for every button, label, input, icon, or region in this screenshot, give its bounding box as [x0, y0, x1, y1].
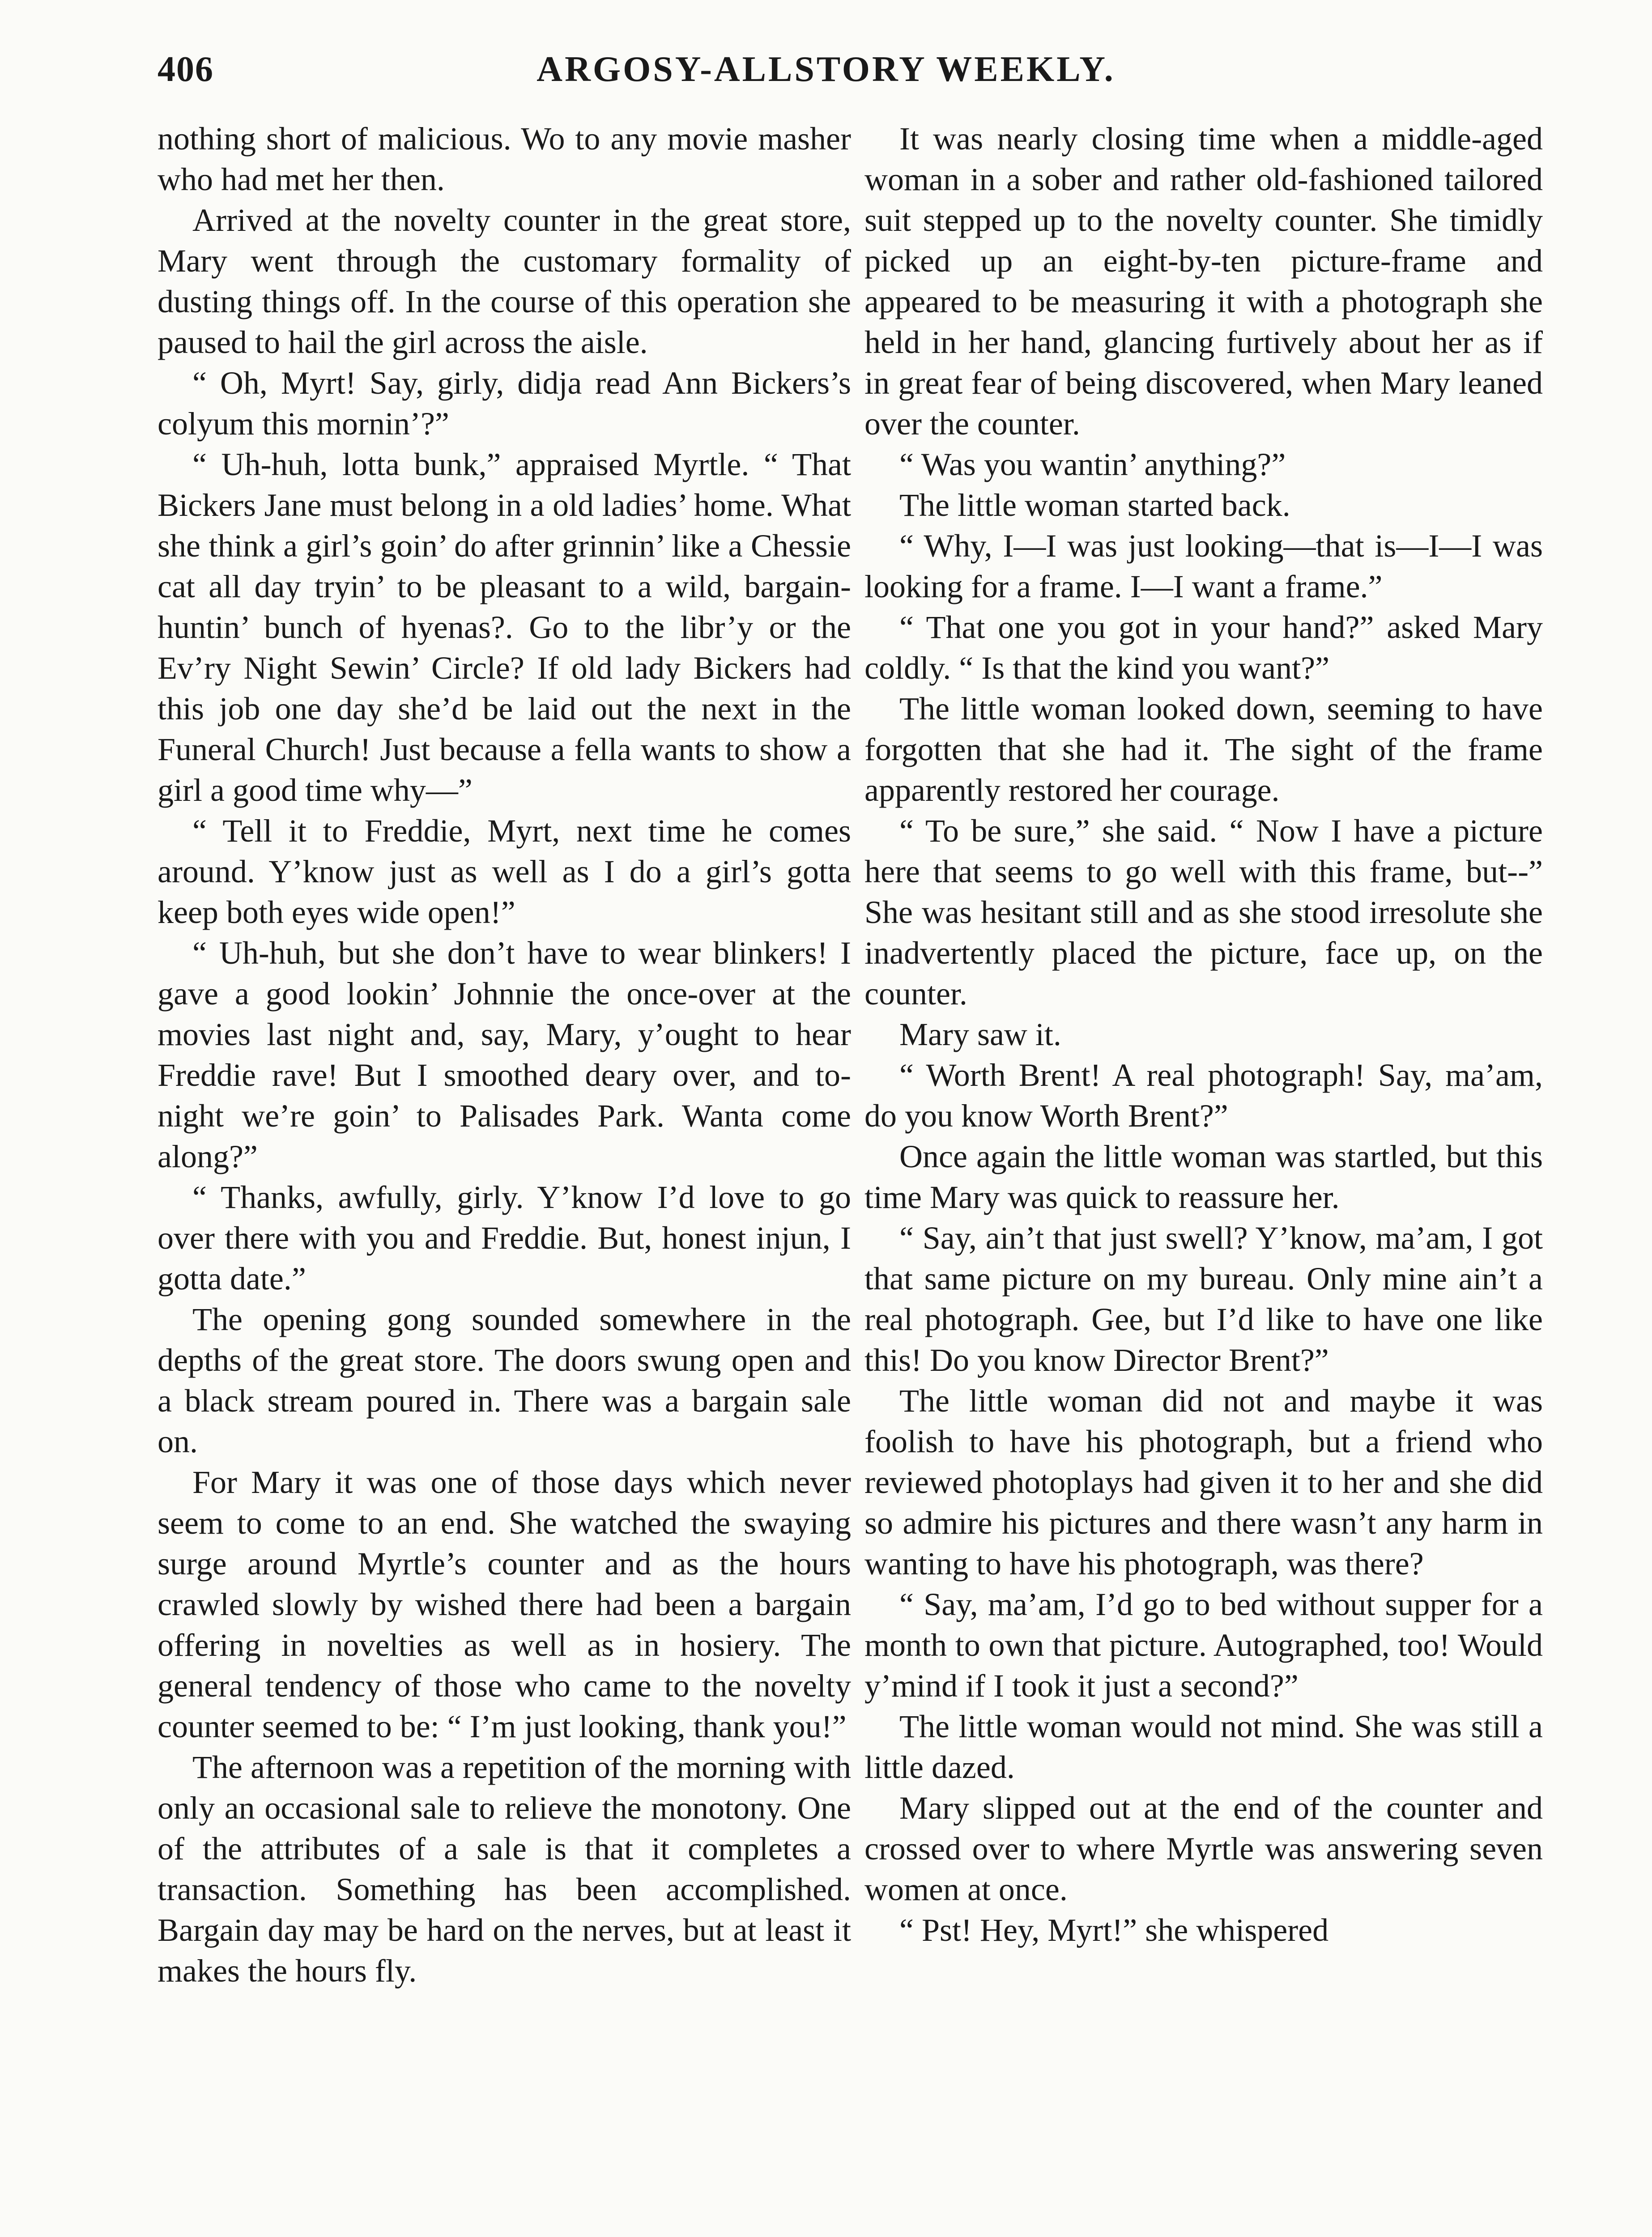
paragraph: The afternoon was a repetition of the morning with only an occasional sale to relieve the monotony. One of the attributes of a sale is that it completes a transaction. Something has been accomplished. Bargain day may be hard on the nerves, but at least it makes the hours fly.	[158, 1749, 851, 1989]
paragraph: “ To be sure,” she said. “ Now I have a picture here that seems to go well with this frame, but--” She was hesitant still and as she stood irresolute she inadvertently placed the picture, face up, on the counter.	[864, 813, 1543, 1012]
paragraph: “ Say, ma’am, I’d go to bed without supper for a month to own that picture. Autographed, too! Would y’mind if I took it just a second?”	[864, 1586, 1543, 1704]
paragraph: “ Say, ain’t that just swell? Y’know, ma’am, I got that same picture on my bureau. Only mine ain’t a real photograph. Gee, but I’d like to have one like this! Do you know Director Brent?”	[864, 1220, 1543, 1378]
paragraph: “ Why, I—I was just looking—that is—I—I was looking for a frame. I—I want a frame.”	[864, 528, 1543, 604]
page-header	[0, 49, 1652, 103]
paragraph: “ Uh-huh, but she don’t have to wear blinkers! I gave a good lookin’ Johnnie the once-over at the movies last night and, say, Mary, y’ought to hear Freddie rave! But I smoothed deary over, and to-night we’re goin’ to Palisades Park. Wanta come along?”	[158, 935, 851, 1174]
left-column	[158, 119, 851, 1991]
paragraph: The little woman started back.	[899, 487, 1290, 523]
paragraph: “ Uh-huh, lotta bunk,” appraised Myrtle. “ That Bickers Jane must belong in a old ladies’ home. What she think a girl’s goin’ do after grinnin’ like a Chessie cat all day tryin’ to be pleasant to a wild, bargain-huntin’ bunch of hyenas?. Go to the libr’y or the Ev’ry Night Sewin’ Circle? If old lady Bickers had this job one day she’d be laid out the next in the Funeral Church! Just because a fella wants to show a girl a good time why—”	[158, 447, 851, 808]
magazine-title: ARGOSY-ALLSTORY WEEKLY.	[536, 50, 1116, 89]
paragraph: “ That one you got in your hand?” asked Mary coldly. “ Is that the kind you want?”	[864, 609, 1543, 686]
paragraph: Mary saw it.	[899, 1016, 1061, 1052]
paragraph: For Mary it was one of those days which never seem to come to an end. She watched the swaying surge around Myrtle’s counter and as the hours crawled slowly by wished there had been a bargain offering in novelties as well as in hosiery. The general tendency of those who came to the novelty counter seemed to be: “ I’m just looking, thank you!”	[158, 1464, 851, 1744]
right-column	[864, 119, 1543, 1951]
paragraph: Arrived at the novelty counter in the great store, Mary went through the customary formality of dusting things off. In the course of this operation she paused to hail the girl across the aisle.	[158, 202, 851, 360]
paragraph: “ Thanks, awfully, girly. Y’know I’d love to go over there with you and Freddie. But, honest injun, I gotta date.”	[158, 1179, 851, 1297]
paragraph: The little woman did not and maybe it was foolish to have his photograph, but a friend who reviewed photoplays had given it to her and she did so admire his pictures and there wasn’t any harm in wanting to have his photograph, was there?	[864, 1383, 1543, 1582]
page-number: 406	[158, 50, 214, 89]
paragraph: “ Tell it to Freddie, Myrt, next time he comes around. Y’know just as well as I do a girl’s gotta keep both eyes wide open!”	[158, 813, 851, 930]
paragraph: It was nearly closing time when a middle-aged woman in a sober and rather old-fashioned tailored suit stepped up to the novelty counter. She timidly picked up an eight-by-ten picture-frame and appeared to be measuring it with a photograph she held in her hand, glancing furtively about her as if in great fear of being discovered, when Mary leaned over the counter.	[864, 121, 1543, 442]
paragraph: “ Was you wantin’ anything?”	[899, 447, 1286, 482]
paragraph: “ Pst! Hey, Myrt!” she whispered	[899, 1912, 1329, 1948]
paragraph: The opening gong sounded somewhere in the depths of the great store. The doors swung open and a black stream poured in. There was a bargain sale on.	[158, 1301, 851, 1459]
paragraph: Once again the little woman was startled, but this time Mary was quick to reassure her.	[864, 1139, 1543, 1215]
paragraph: nothing short of malicious. Wo to any movie masher who had met her then.	[158, 121, 851, 197]
paragraph: The little woman would not mind. She was still a little dazed.	[864, 1709, 1543, 1785]
paragraph: The little woman looked down, seeming to have forgotten that she had it. The sight of the frame apparently restored her courage.	[864, 691, 1543, 808]
paragraph: “ Worth Brent! A real photograph! Say, ma’am, do you know Worth Brent?”	[864, 1057, 1543, 1134]
paragraph: “ Oh, Myrt! Say, girly, didja read Ann Bickers’s colyum this mornin’?”	[158, 365, 851, 442]
paragraph: Mary slipped out at the end of the counter and crossed over to where Myrtle was answering seven women at once.	[864, 1790, 1543, 1907]
